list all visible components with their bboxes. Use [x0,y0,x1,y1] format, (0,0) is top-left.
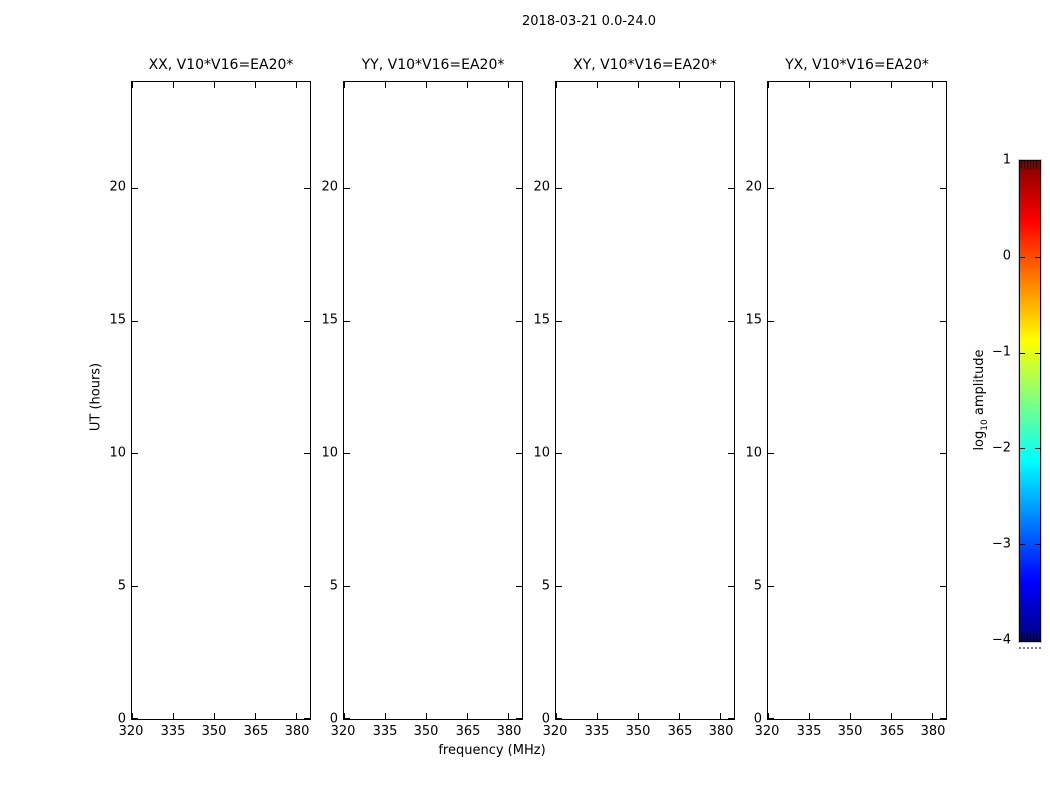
y-tick-label: 5 [329,578,338,594]
colorbar-tick-label: −3 [991,536,1011,552]
y-tick-label: 15 [321,312,338,328]
y-tick-label: 5 [117,578,126,594]
y-tick-label: 15 [745,312,762,328]
x-tick-label: 380 [920,724,946,739]
x-tick-label: 380 [708,724,734,739]
y-tick-label: 0 [753,711,762,727]
y-tick-label: 20 [321,179,338,195]
x-tick-label: 365 [243,724,269,739]
subplot-xx [109,57,311,739]
colorbar-tick-label: −2 [991,440,1011,456]
colorbar-tick-label: −1 [991,344,1011,360]
plot-area [555,81,735,720]
subplot-title: XY, V10*V16=EA20* [573,57,717,73]
y-tick-label: 20 [533,179,550,195]
colorbar-tick-label: 0 [1002,248,1011,264]
x-tick-label: 380 [284,724,310,739]
colorbar-label-suffix: amplitude [972,349,988,420]
x-tick-label: 320 [330,724,356,739]
y-tick-label: 10 [745,445,762,461]
y-tick-label: 0 [329,711,338,727]
colorbar-label-subscript: 10 [979,419,990,431]
plot-area [131,81,311,720]
subplot-yx [745,57,947,739]
x-tick-label: 320 [542,724,568,739]
x-tick-label: 350 [837,724,863,739]
y-tick-label: 5 [541,578,550,594]
plot-area [343,81,523,720]
x-tick-label: 365 [455,724,481,739]
subplot-title: YY, V10*V16=EA20* [361,57,505,73]
subplot-title: YX, V10*V16=EA20* [785,57,929,73]
colorbar-label-prefix: log [972,430,988,451]
x-tick-label: 335 [796,724,822,739]
x-tick-label: 335 [584,724,610,739]
colorbar-hatch-bottom [1021,633,1039,641]
y-tick-label: 0 [541,711,550,727]
subplot-yy [321,57,523,739]
y-tick-label: 15 [533,312,550,328]
x-tick-label: 380 [496,724,522,739]
y-tick-label: 10 [109,445,126,461]
y-tick-label: 20 [109,179,126,195]
x-tick-label: 365 [879,724,905,739]
y-tick-label: 5 [753,578,762,594]
x-tick-label: 320 [754,724,780,739]
x-tick-label: 350 [201,724,227,739]
colorbar-dotted-edge [1019,647,1041,649]
colorbar-tick-label: 1 [1002,152,1011,168]
y-tick-label: 0 [117,711,126,727]
colorbar-hatch-top [1021,161,1039,169]
y-tick-label: 10 [533,445,550,461]
x-tick-label: 335 [160,724,186,739]
colorbar-tick-label: −4 [991,632,1011,648]
y-tick-label: 20 [745,179,762,195]
plot-area [767,81,947,720]
x-tick-label: 335 [372,724,398,739]
subplot-title: XX, V10*V16=EA20* [148,57,294,73]
x-tick-label: 365 [667,724,693,739]
x-tick-label: 320 [118,724,144,739]
subplot-xy [533,57,735,739]
y-tick-label: 15 [109,312,126,328]
x-axis-label: frequency (MHz) [438,743,546,758]
x-tick-label: 350 [413,724,439,739]
colorbar-label [972,349,990,450]
y-axis-label: UT (hours) [88,362,104,432]
x-tick-label: 350 [625,724,651,739]
y-tick-label: 10 [321,445,338,461]
figure-title: 2018-03-21 0.0-24.0 [522,14,656,29]
colorbar [1019,160,1041,642]
